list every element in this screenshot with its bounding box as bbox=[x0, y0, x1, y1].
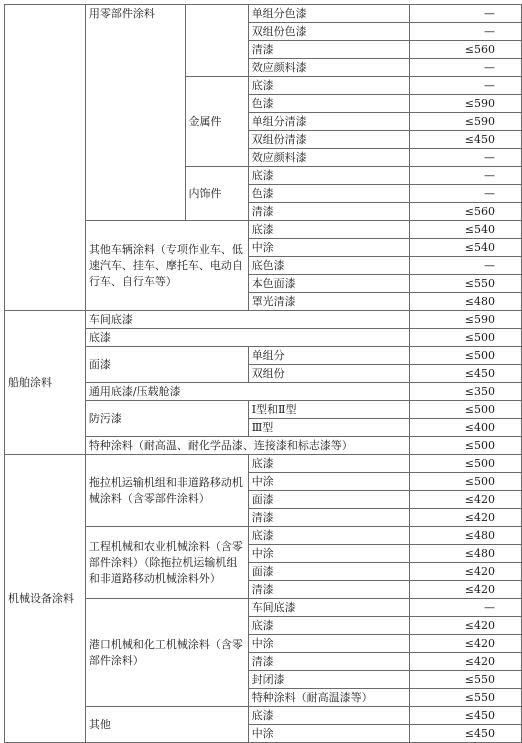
coating-type-cell: 清漆 bbox=[248, 203, 410, 221]
voc-limit-cell: ≤500 bbox=[410, 401, 522, 419]
coating-type-cell: 车间底漆 bbox=[248, 599, 410, 617]
category-cell: 机械设备涂料 bbox=[5, 455, 86, 743]
coating-type-cell: 双组份 bbox=[248, 365, 410, 383]
subcategory-cell: 拖拉机运输机组和非道路移动机械涂料（含零部件涂料） bbox=[85, 455, 248, 527]
voc-limit-cell: — bbox=[410, 59, 522, 77]
part-cell: 内饰件 bbox=[185, 167, 248, 221]
coating-type-cell: 色漆 bbox=[248, 185, 410, 203]
voc-limit-cell: ≤420 bbox=[410, 653, 522, 671]
coating-type-cell: 单组分 bbox=[248, 347, 410, 365]
coating-type-cell: 中涂 bbox=[248, 725, 410, 743]
subcategory-cell: 通用底漆/压载舱漆 bbox=[85, 383, 409, 401]
subcategory-cell: 其他车辆涂料（专项作业车、低速汽车、挂车、摩托车、电动自行车、自行车等） bbox=[85, 221, 248, 311]
coating-type-cell: 双组份清漆 bbox=[248, 131, 410, 149]
coating-type-cell: 罩光清漆 bbox=[248, 293, 410, 311]
coating-type-cell: 清漆 bbox=[248, 41, 410, 59]
coating-type-cell: 双组份色漆 bbox=[248, 23, 410, 41]
voc-limit-cell: — bbox=[410, 77, 522, 95]
voc-limit-cell: — bbox=[410, 149, 522, 167]
table-row bbox=[5, 5, 522, 23]
voc-limit-cell: ≤550 bbox=[410, 671, 522, 689]
voc-limit-cell: ≤500 bbox=[410, 455, 522, 473]
coating-type-cell: 底色漆 bbox=[248, 257, 410, 275]
table-row bbox=[5, 311, 522, 329]
subcategory-cell: 特种涂料（耐高温、耐化学品漆、连接漆和标志漆等） bbox=[85, 437, 409, 455]
voc-limit-cell: ≤420 bbox=[410, 509, 522, 527]
voc-limit-cell: — bbox=[410, 167, 522, 185]
voc-limit-cell: ≤590 bbox=[410, 95, 522, 113]
voc-limit-cell: ≤450 bbox=[410, 131, 522, 149]
voc-limit-cell: ≤480 bbox=[410, 527, 522, 545]
voc-limit-cell: ≤590 bbox=[410, 113, 522, 131]
voc-limit-cell: — bbox=[410, 599, 522, 617]
voc-limit-cell: ≤450 bbox=[410, 365, 522, 383]
coating-type-cell: 单组分色漆 bbox=[248, 5, 410, 23]
category-cell: 船舶涂料 bbox=[5, 311, 86, 455]
coating-type-cell: 底漆 bbox=[248, 455, 410, 473]
subcategory-cell: 港口机械和化工机械涂料（含零部件涂料） bbox=[85, 599, 248, 707]
subcategory-cell: 用零部件涂料 bbox=[85, 5, 185, 221]
coating-type-cell: 中涂 bbox=[248, 635, 410, 653]
coating-type-cell: 清漆 bbox=[248, 509, 410, 527]
voc-limit-cell: ≤350 bbox=[410, 383, 522, 401]
voc-limit-cell: ≤420 bbox=[410, 617, 522, 635]
subcategory-cell: 底漆 bbox=[85, 329, 409, 347]
coating-type-cell: Ⅰ型和Ⅱ型 bbox=[248, 401, 410, 419]
coating-type-cell: 底漆 bbox=[248, 167, 410, 185]
voc-limit-cell: ≤420 bbox=[410, 563, 522, 581]
voc-limit-cell: ≤560 bbox=[410, 203, 522, 221]
coating-type-cell: 特种涂料（耐高温漆等） bbox=[248, 689, 410, 707]
voc-limit-cell: ≤500 bbox=[410, 347, 522, 365]
part-cell bbox=[185, 5, 248, 77]
subcategory-cell: 工程机械和农业机械涂料（含零部件涂料）（除拖拉机运输机组和非道路移动机械涂料外） bbox=[85, 527, 248, 599]
subcategory-cell: 面漆 bbox=[85, 347, 248, 383]
voc-limit-cell: ≤500 bbox=[410, 437, 522, 455]
voc-limit-cell: ≤480 bbox=[410, 293, 522, 311]
coating-type-cell: 面漆 bbox=[248, 491, 410, 509]
subcategory-cell: 车间底漆 bbox=[85, 311, 409, 329]
coating-type-cell: 效应颜料漆 bbox=[248, 59, 410, 77]
coating-type-cell: Ⅲ型 bbox=[248, 419, 410, 437]
voc-limit-cell: ≤550 bbox=[410, 275, 522, 293]
coating-type-cell: 底漆 bbox=[248, 617, 410, 635]
coating-type-cell: 单组分清漆 bbox=[248, 113, 410, 131]
voc-limit-cell: ≤420 bbox=[410, 581, 522, 599]
voc-limit-cell: ≤500 bbox=[410, 329, 522, 347]
voc-limit-cell: ≤540 bbox=[410, 239, 522, 257]
voc-limit-cell: ≤550 bbox=[410, 689, 522, 707]
voc-limit-cell: ≤560 bbox=[410, 41, 522, 59]
coating-type-cell: 底漆 bbox=[248, 221, 410, 239]
coating-type-cell: 清漆 bbox=[248, 581, 410, 599]
voc-limit-cell: — bbox=[410, 23, 522, 41]
subcategory-cell: 防污漆 bbox=[85, 401, 248, 437]
coating-type-cell: 清漆 bbox=[248, 653, 410, 671]
voc-limit-cell: ≤420 bbox=[410, 491, 522, 509]
coating-type-cell: 封闭漆 bbox=[248, 671, 410, 689]
coating-type-cell: 色漆 bbox=[248, 95, 410, 113]
coating-type-cell: 本色面漆 bbox=[248, 275, 410, 293]
subcategory-cell: 其他 bbox=[85, 707, 248, 743]
coating-type-cell: 底漆 bbox=[248, 527, 410, 545]
voc-limit-cell: — bbox=[410, 5, 522, 23]
coating-type-cell: 面漆 bbox=[248, 563, 410, 581]
category-cell bbox=[5, 5, 86, 311]
table-row bbox=[5, 455, 522, 473]
voc-limit-cell: ≤450 bbox=[410, 707, 522, 725]
coating-type-cell: 底漆 bbox=[248, 77, 410, 95]
voc-limit-cell: ≤500 bbox=[410, 473, 522, 491]
voc-limit-cell: ≤420 bbox=[410, 635, 522, 653]
voc-limit-cell: ≤590 bbox=[410, 311, 522, 329]
voc-limit-cell: ≤400 bbox=[410, 419, 522, 437]
coating-type-cell: 中涂 bbox=[248, 239, 410, 257]
coating-type-cell: 效应颜料漆 bbox=[248, 149, 410, 167]
part-cell: 金属件 bbox=[185, 77, 248, 167]
voc-limit-cell: ≤540 bbox=[410, 221, 522, 239]
voc-limit-cell: — bbox=[410, 185, 522, 203]
coating-type-cell: 底漆 bbox=[248, 707, 410, 725]
voc-limit-cell: — bbox=[410, 257, 522, 275]
voc-limit-table bbox=[4, 4, 522, 743]
coating-type-cell: 中涂 bbox=[248, 545, 410, 563]
voc-limit-cell: ≤480 bbox=[410, 545, 522, 563]
voc-limit-cell: ≤450 bbox=[410, 725, 522, 743]
coating-type-cell: 中涂 bbox=[248, 473, 410, 491]
